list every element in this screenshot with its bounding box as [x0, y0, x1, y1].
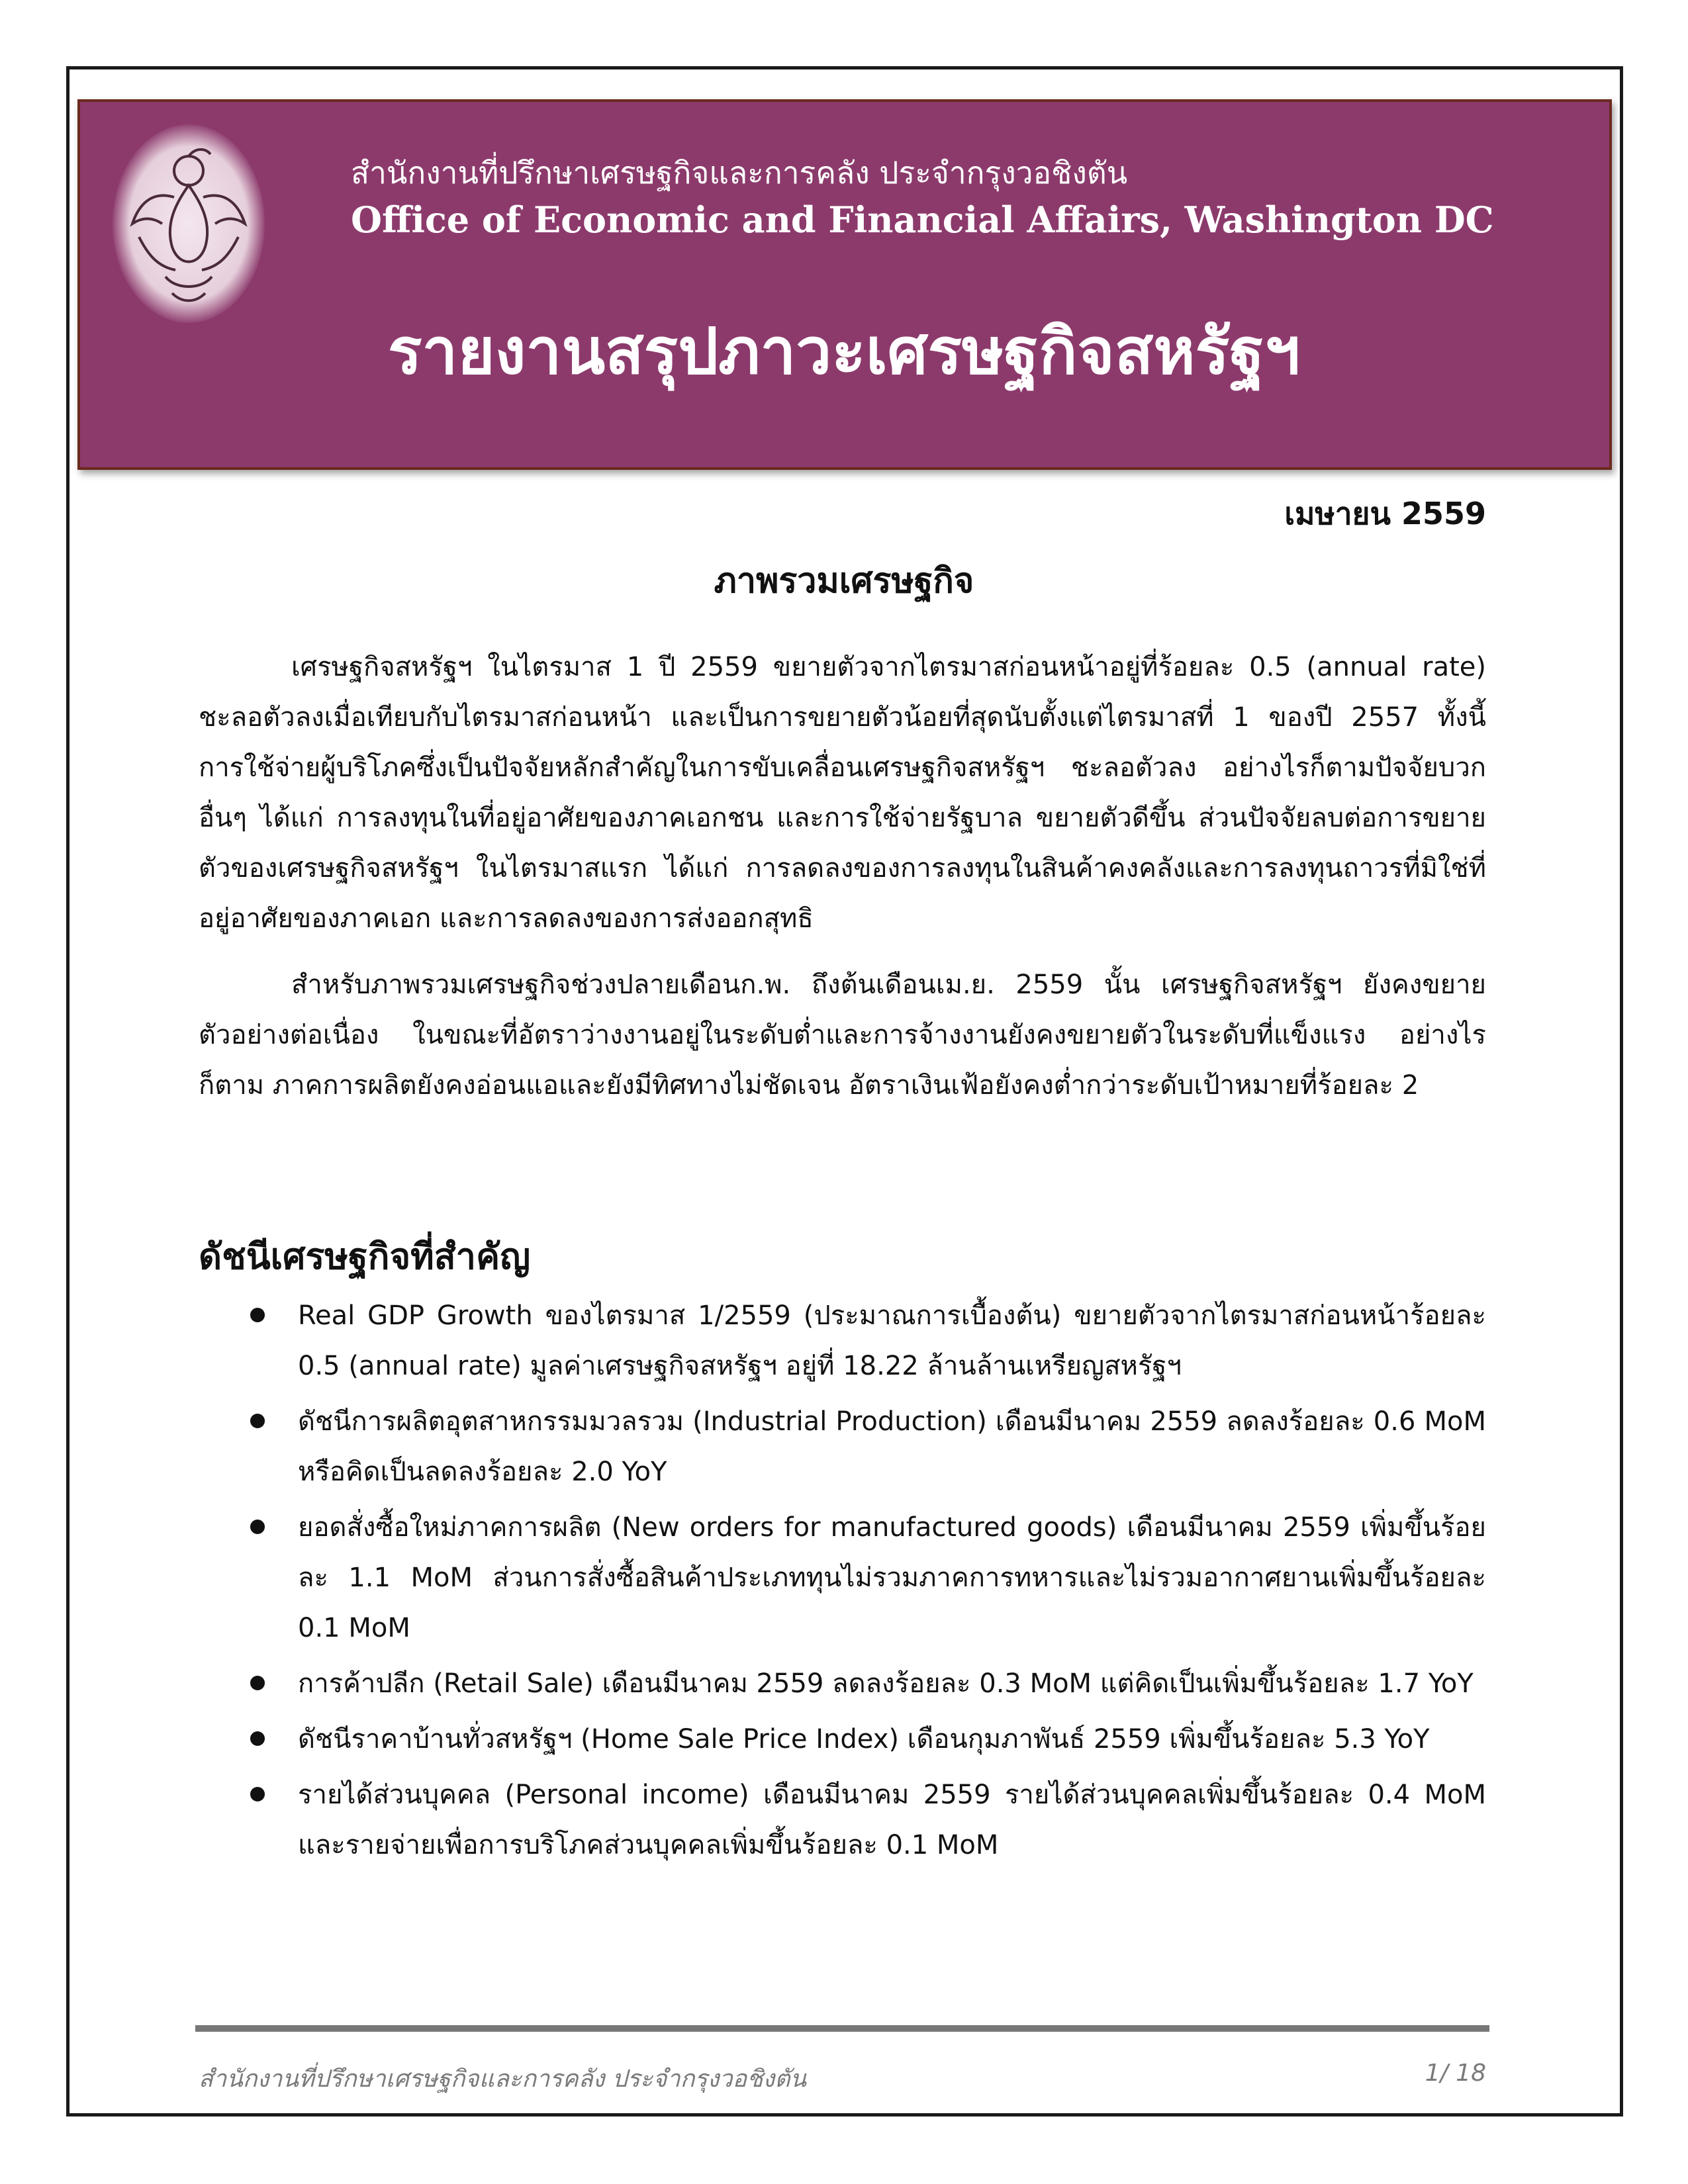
report-date: เมษายน 2559: [1284, 496, 1486, 531]
overview-paragraph: สำหรับภาพรวมเศรษฐกิจช่วงปลายเดือนก.พ. ถึงต้นเดือนเม.ย. 2559 นั้น เศรษฐกิจสหรัฐฯ ยังคงขยายตัวอย่างต่อเนื่อง ในขณะที่อัตราว่างงานอยู่ในระดับต่ำและการจ้างงานยังคงขยายตัวในระดับที่แข็งแรง อย่างไรก็ตาม ภาคการผลิตยังคงอ่อนแอและยังมีทิศทางไม่ชัดเจน อัตราเงินเฟ้อยังคงต่ำกว่าระดับเป้าหมายที่ร้อยละ 2: [199, 970, 1486, 1101]
bullet-icon: [250, 1520, 265, 1534]
indicator-text: รายได้ส่วนบุคคล (Personal income) เดือนมีนาคม 2559 รายได้ส่วนบุคคลเพิ่มขึ้นร้อยละ 0.4 MoM และรายจ่ายเพื่อการบริโภคส่วนบุคคลเพิ่มขึ้นร้อยละ 0.1 MoM: [298, 1780, 1486, 1860]
report-title: รายงานสรุปภาวะเศรษฐกิจสหรัฐฯ: [387, 314, 1301, 388]
garuda-emblem-icon: [113, 124, 265, 323]
indicator-text: ดัชนีการผลิตอุตสาหกรรมมวลรวม (Industrial Production) เดือนมีนาคม 2559 ลดลงร้อยละ 0.6 MoM หรือคิดเป็นลดลงร้อยละ 2.0 YoY: [298, 1406, 1486, 1487]
bullet-icon: [250, 1676, 265, 1690]
list-item: [199, 1714, 1486, 1764]
overview-title: ภาพรวมเศรษฐกิจ: [714, 561, 974, 601]
footer-org-name: สำนักงานที่ปรึกษาเศรษฐกิจและการคลัง ประจำกรุงวอชิงตัน: [199, 2066, 807, 2093]
org-name-thai: สำนักงานที่ปรึกษาเศรษฐกิจและการคลัง ประจำกรุงวอชิงตัน: [351, 155, 1128, 191]
indicator-list: [199, 1291, 1486, 1876]
list-item: [199, 1659, 1486, 1709]
list-item: [199, 1770, 1486, 1870]
list-item: [199, 1291, 1486, 1391]
indicator-text: ดัชนีราคาบ้านทั่วสหรัฐฯ (Home Sale Price Index) เดือนกุมภาพันธ์ 2559 เพิ่มขึ้นร้อยละ 5.3 YoY: [298, 1724, 1430, 1754]
page-number: 1/ 18: [1425, 2060, 1486, 2087]
bullet-icon: [250, 1731, 265, 1746]
list-item: [199, 1502, 1486, 1653]
indicators-heading: ดัชนีเศรษฐกิจที่สำคัญ: [199, 1236, 531, 1277]
indicator-text: ยอดสั่งซื้อใหม่ภาคการผลิต (New orders for manufactured goods) เดือนมีนาคม 2559 เพิ่มขึ้นร้อยละ 1.1 MoM ส่วนการสั่งซื้อสินค้าประเภททุนไม่รวมภาคการทหารและไม่รวมอากาศยานเพิ่มขึ้นร้อยละ 0.1 MoM: [298, 1512, 1486, 1643]
bullet-icon: [250, 1308, 265, 1322]
bullet-icon: [250, 1414, 265, 1428]
indicator-text: Real GDP Growth ของไตรมาส 1/2559 (ประมาณการเบื้องต้น) ขยายตัวจากไตรมาสก่อนหน้าร้อยละ 0.5 (annual rate) มูลค่าเศรษฐกิจสหรัฐฯ อยู่ที่ 18.22 ล้านล้านเหรียญสหรัฐฯ: [298, 1300, 1486, 1381]
bullet-icon: [250, 1787, 265, 1801]
overview-paragraph: เศรษฐกิจสหรัฐฯ ในไตรมาส 1 ปี 2559 ขยายตัวจากไตรมาสก่อนหน้าอยู่ที่ร้อยละ 0.5 (annual rate) ชะลอตัวลงเมื่อเทียบกับไตรมาสก่อนหน้า และเป็นการขยายตัวน้อยที่สุดนับตั้งแต่ไตรมาสที่ 1 ของปี 2557 ทั้งนี้ การใช้จ่ายผู้บริโภคซึ่งเป็นปัจจัยหลักสำคัญในการขับเคลื่อนเศรษฐกิจสหรัฐฯ ชะลอตัวลง อย่างไรก็ตามปัจจัยบวกอื่นๆ ได้แก่ การลงทุนในที่อยู่อาศัยของภาคเอกชน และการใช้จ่ายรัฐบาล ขยายตัวดีขึ้น ส่วนปัจจัยลบต่อการขยายตัวของเศรษฐกิจสหรัฐฯ ในไตรมาสแรก ได้แก่ การลดลงของการลงทุนในสินค้าคงคลังและการลงทุนถาวรที่มิใช่ที่อยู่อาศัยของภาคเอก และการลดลงของการส่งออกสุทธิ: [199, 652, 1486, 934]
org-name-english: Office of Economic and Financial Affairs, Washington DC: [351, 199, 1494, 241]
indicator-text: การค้าปลีก (Retail Sale) เดือนมีนาคม 2559 ลดลงร้อยละ 0.3 MoM แต่คิดเป็นเพิ่มขึ้นร้อยละ 1.7 YoY: [298, 1668, 1474, 1699]
footer-divider: [195, 2025, 1489, 2032]
list-item: [199, 1396, 1486, 1497]
